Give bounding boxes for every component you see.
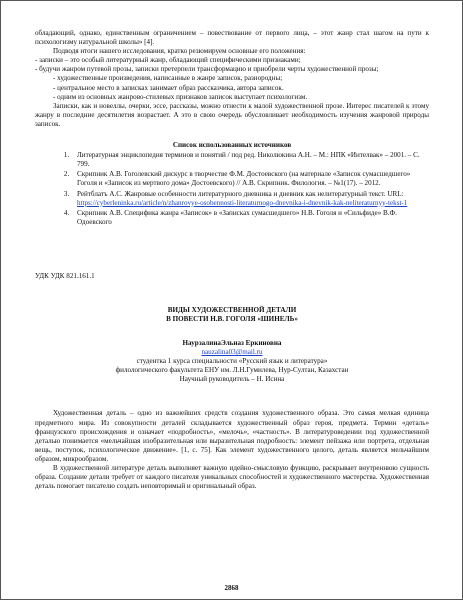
summary-point: - художественные произведения, написанные в жанре записок, разнородны; bbox=[53, 74, 283, 83]
reference-item: 3. Рейтблатъ А.С. Жанровые особенности литературного дневника и дневник как нелитературный текст. URL: https://cyberleninka.ru/article/n/zhanrovye-osobennosti-literaturnogo-dnevnika-i-dnevnik-kak-neliteraturnyy-tekst-1 bbox=[71, 190, 429, 208]
article-title: ВИДЫ ХУДОЖЕСТВЕННОЙ ДЕТАЛИ В ПОВЕСТИ Н.В. ГОГОЛЯ «ШИНЕЛЬ» bbox=[166, 305, 298, 324]
author-faculty: филологического факультета ЕНУ им. Л.Н.Гумилева, Нур-Султан, Казахстан bbox=[115, 366, 349, 375]
top-paragraph-continued: обладающий, однако, единственным ограничением – повествование от первого лица, – этот жанр стал шагом на пути к психологизму натуральной школы» [4]. bbox=[35, 29, 429, 47]
reference-item: 1. Литературная энциклопедия терминов и понятий / под ред. Николюкина А.Н. – М.: НПК «Интелвак» – 2001. – С. 799. bbox=[71, 151, 429, 169]
body-paragraph: Художественная деталь – одно из важнейших средств создания художественного образа. Это самая мелкая единица предметного мира. Из совокупности деталей складывается художественный образ героя, предмета. Термин «деталь» французского происхождения и означает «подробность», «мелочь», «частность». В литературоведении под художественной деталью понимается «мельчайшая изобразительная или выразительная подробность: элемент пейзажа или портрета, отдельная вещь, поступок, психологическое движение». [1, с. 75]. Как элемент художественного целого, деталь является мельчайшим образом, микрообразом. bbox=[35, 409, 429, 463]
page-number: 2868 bbox=[224, 584, 239, 592]
udk-code: УДК УДК 821.161.1 bbox=[35, 271, 95, 280]
body-paragraph: В художественной литературе деталь выполняет важную идейно-смысловую функцию, раскрывает внутреннюю сущность образа. Создание детали требует от каждого писателя уникальных способностей и художественного мастерства. Художественная деталь помогает писателю создать неповторимый и оригинальный образ. bbox=[35, 464, 429, 491]
summary-point: - центральное место в записках занимает образ рассказчика, автора записок. bbox=[53, 83, 284, 92]
author-affiliation: студентка 1 курса специальности «Русский язык и литература» bbox=[136, 357, 328, 366]
summary-point: - записки – это особый литературный жанр, обладающий специфическими признаками; bbox=[35, 56, 301, 65]
references-title: Список использованных источников bbox=[172, 141, 292, 150]
summary-point: - одним из основных жанрово-стилевых признаков записок выступает психологизм. bbox=[53, 92, 308, 101]
reference-item: 2. Скрипник А.В. Гоголевский дискурс в творчестве Ф.М. Достоевского (на материале «Записок сумасшедшего» Гоголя и «Записок из мертвого дома» Достоевского) // А.В. Скрипник. Филология. – №1(17). – 2012. bbox=[71, 170, 429, 188]
summary-intro: Подводя итоги нашего исследования, кратко резюмируем основные его положения: bbox=[53, 47, 306, 56]
reference-item: 4. Скрипник А.В. Специфика жанра «Записок» в «Записках сумасшедшего» Н.В. Гоголя и «Сильфиде» В.Ф. Одоевского bbox=[71, 209, 429, 227]
reference-link[interactable]: https://cyberleninka.ru/article/n/zhanrovye-osobennosti-literaturnogo-dnevnika-i-dnevnik-kak-neliteraturnyy-tekst-1 bbox=[77, 198, 408, 207]
summary-point: - будучи жанром путевой прозы, записки претерпели трансформацию и приобрели черты художественной прозы; bbox=[35, 65, 379, 74]
author-name: НаурзалинаЭльназ Еркиновна bbox=[182, 338, 282, 347]
references-list bbox=[35, 151, 429, 227]
conclusion-paragraph: Записки, как и новеллы, очерки, эссе, рассказы, можно отнести к малой художественной прозе. Интерес писателей к этому жанру в последние десятилетия возрастает. А это в свою очередь обусловливает необходимость изучения жанровой природы записок. bbox=[35, 101, 429, 128]
supervisor: Научный руководитель – Н. Исина bbox=[179, 375, 285, 384]
author-email[interactable]: nauzalina03@mail.ru bbox=[201, 348, 263, 357]
